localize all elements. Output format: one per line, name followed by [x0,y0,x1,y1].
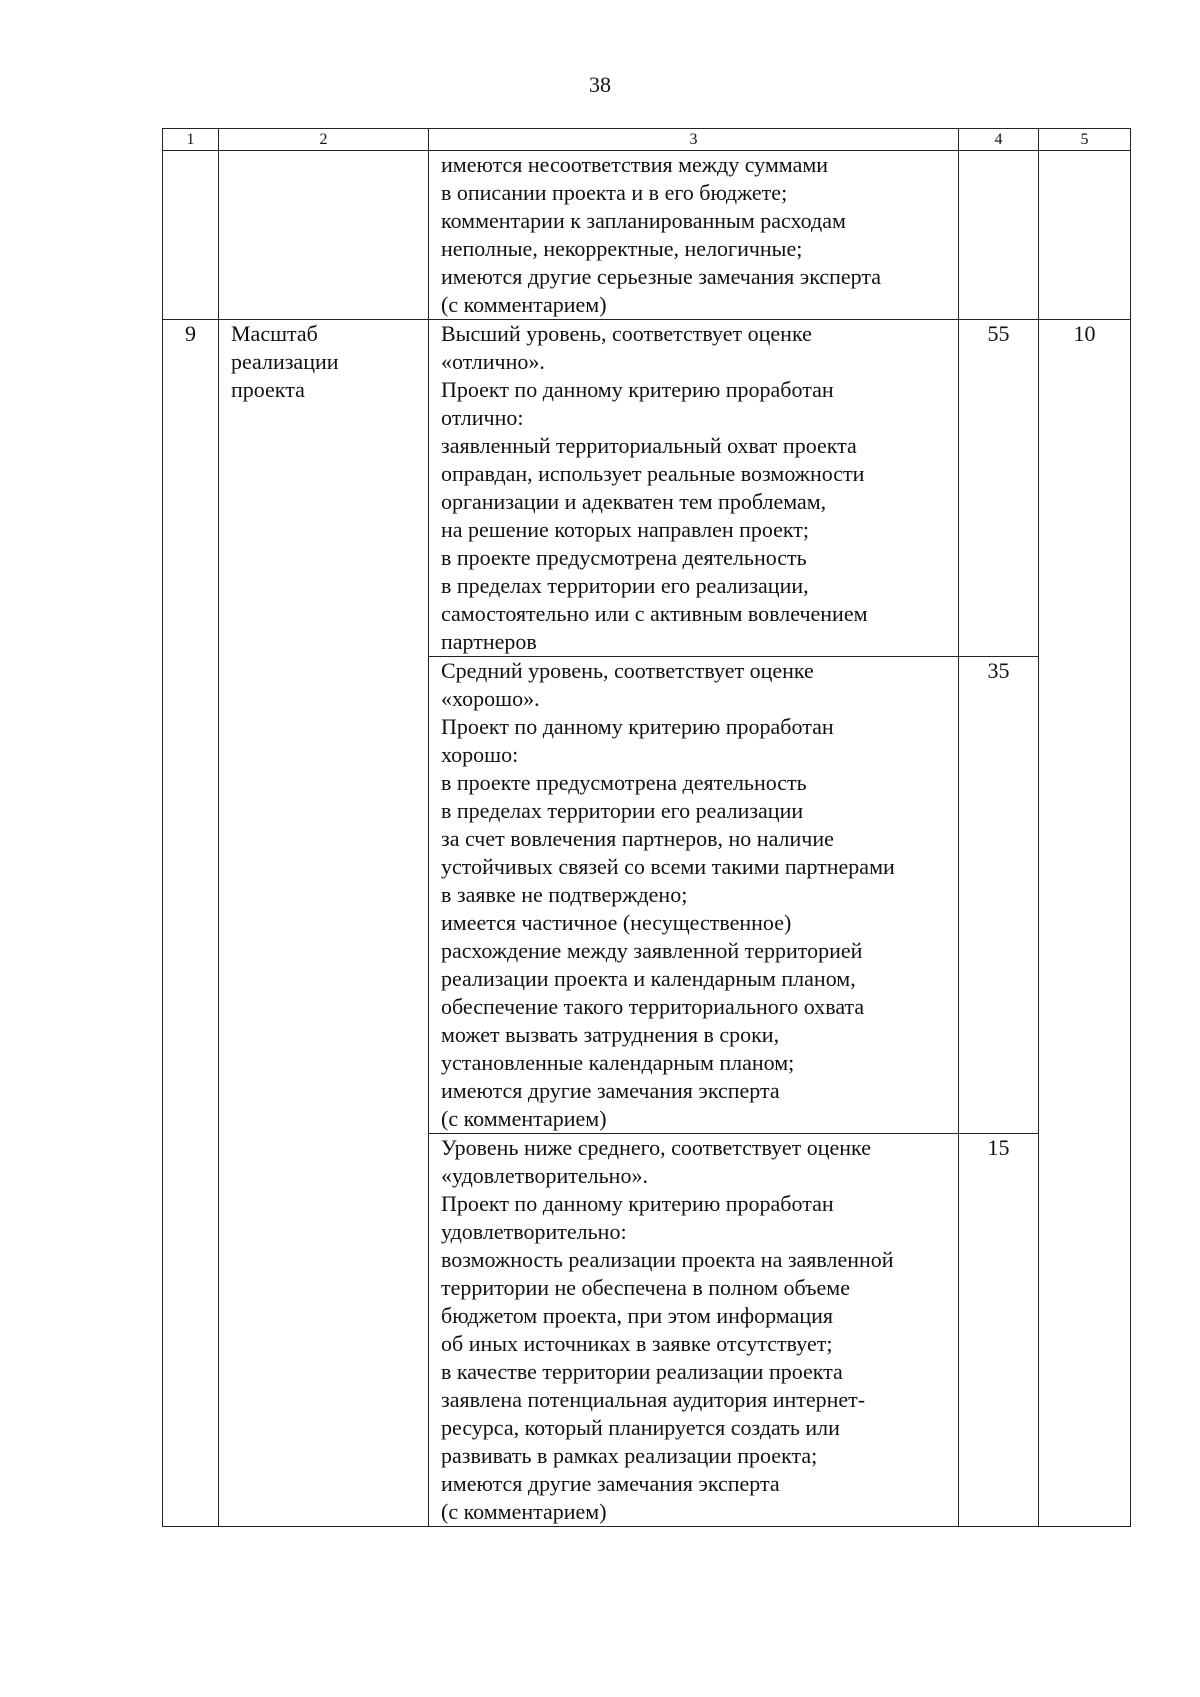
continuation-score-cell [959,151,1039,320]
level-line: в проекте предусмотрена деятельность [441,545,807,570]
level-line: «отлично». [441,349,545,374]
level-medium-description [429,657,959,1134]
level-line: Проект по данному критерию проработан [441,714,834,739]
header-cell-4: 4 [959,129,1039,151]
header-cell-5: 5 [1039,129,1131,151]
level-line: Проект по данному критерию проработан [441,1191,834,1216]
level-line: в заявке не подтверждено; [441,882,688,907]
criterion-name-line: реализации [231,349,339,374]
level-line: развивать в рамках реализации проекта; [441,1443,818,1468]
continuation-line: неполные, некорректные, нелогичные; [441,236,803,261]
level-line: Уровень ниже среднего, соответствует оценке [441,1135,871,1160]
criterion-name-line: Масштаб [231,321,318,346]
level-line: за счет вовлечения партнеров, но наличие [441,826,834,851]
continuation-row [163,151,1131,320]
level-line: Средний уровень, соответствует оценке [441,658,814,683]
header-cell-3: 3 [429,129,959,151]
criterion-weight: 10 [1039,320,1131,1527]
page-number: 38 [589,72,611,97]
level-line: на решение которых направлен проект; [441,517,810,542]
level-line: реализации проекта и календарным планом, [441,966,856,991]
continuation-line: комментарии к запланированным расходам [441,208,846,233]
level-line: в проекте предусмотрена деятельность [441,770,807,795]
criterion-name [219,320,429,1527]
level-high-score: 55 [959,320,1039,657]
level-line: оправдан, использует реальные возможности [441,461,865,486]
level-line: удовлетворительно: [441,1219,627,1244]
continuation-name-cell [219,151,429,320]
level-line: расхождение между заявленной территорией [441,938,863,963]
continuation-line: (с комментарием) [441,292,607,317]
header-cell-2: 2 [219,129,429,151]
level-line: (с комментарием) [441,1106,607,1131]
level-medium-score: 35 [959,657,1039,1134]
continuation-line: имеются другие серьезные замечания эксперта [441,264,882,289]
table-header-row [163,129,1131,151]
level-line: заявлена потенциальная аудитория интернет- [441,1387,866,1412]
level-line: «хорошо». [441,686,540,711]
level-line: в пределах территории его реализации, [441,573,809,598]
level-line: ресурса, который планируется создать или [441,1415,840,1440]
level-line: обеспечение такого территориального охвата [441,994,865,1019]
continuation-description [429,151,959,320]
criterion-row-level-1 [163,320,1131,657]
level-line: бюджетом проекта, при этом информация [441,1303,834,1328]
level-line: (с комментарием) [441,1499,607,1524]
level-low-score: 15 [959,1134,1039,1527]
level-line: хорошо: [441,742,519,767]
level-line: «удовлетворительно». [441,1163,648,1188]
level-line: самостоятельно или с активным вовлечением [441,601,868,626]
level-low-description [429,1134,959,1527]
level-line: заявленный территориальный охват проекта [441,433,857,458]
level-line: в пределах территории его реализации [441,798,804,823]
level-line: установленные календарным планом; [441,1050,795,1075]
level-line: организации и адекватен тем проблемам, [441,489,827,514]
level-line: возможность реализации проекта на заявленной [441,1247,894,1272]
level-line: в качестве территории реализации проекта [441,1359,843,1384]
level-line: территории не обеспечена в полном объеме [441,1275,850,1300]
criteria-table [162,128,1131,1527]
level-line: имеется частичное (несущественное) [441,910,792,935]
continuation-line: в описании проекта и в его бюджете; [441,180,788,205]
level-line: имеются другие замечания эксперта [441,1471,780,1496]
continuation-number-cell [163,151,219,320]
criterion-number: 9 [163,320,219,1527]
level-line: может вызвать затруднения в сроки, [441,1022,780,1047]
criterion-name-line: проекта [231,377,305,402]
level-line: отлично: [441,405,524,430]
level-high-description [429,320,959,657]
level-line: Высший уровень, соответствует оценке [441,321,812,346]
level-line: устойчивых связей со всеми такими партнерами [441,854,895,879]
header-cell-1: 1 [163,129,219,151]
level-line: об иных источниках в заявке отсутствует; [441,1331,833,1356]
level-line: Проект по данному критерию проработан [441,377,834,402]
continuation-line: имеются несоответствия между суммами [441,152,829,177]
level-line: партнеров [441,629,537,654]
continuation-weight-cell [1039,151,1131,320]
level-line: имеются другие замечания эксперта [441,1078,780,1103]
